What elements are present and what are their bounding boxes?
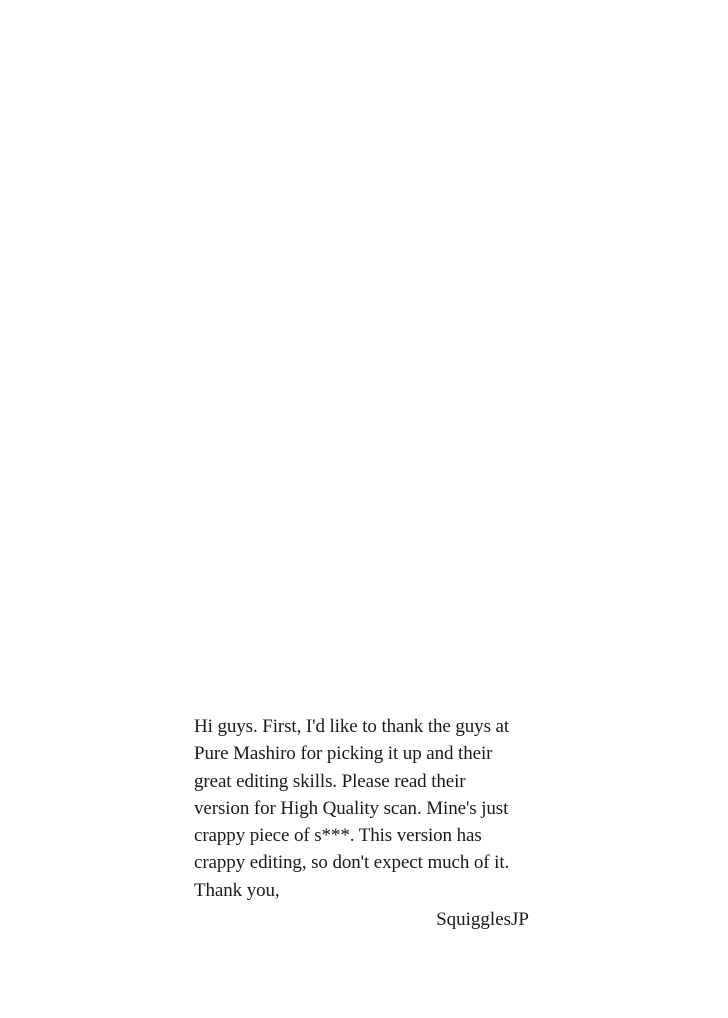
note-line: great editing skills. Please read their — [194, 770, 466, 792]
signature: SquigglesJP — [436, 909, 529, 931]
note-line: crappy editing, so don't expect much of it. — [194, 852, 510, 874]
note-line: Hi guys. First, I'd like to thank the guys at — [194, 716, 510, 737]
translator-note — [194, 713, 539, 933]
note-closing: Thank you, — [194, 879, 280, 901]
note-line: Pure Mashiro for picking it up and their — [194, 743, 493, 765]
note-line: crappy piece of s***. This version has — [194, 825, 482, 847]
note-line: version for High Quality scan. Mine's just — [194, 797, 509, 819]
